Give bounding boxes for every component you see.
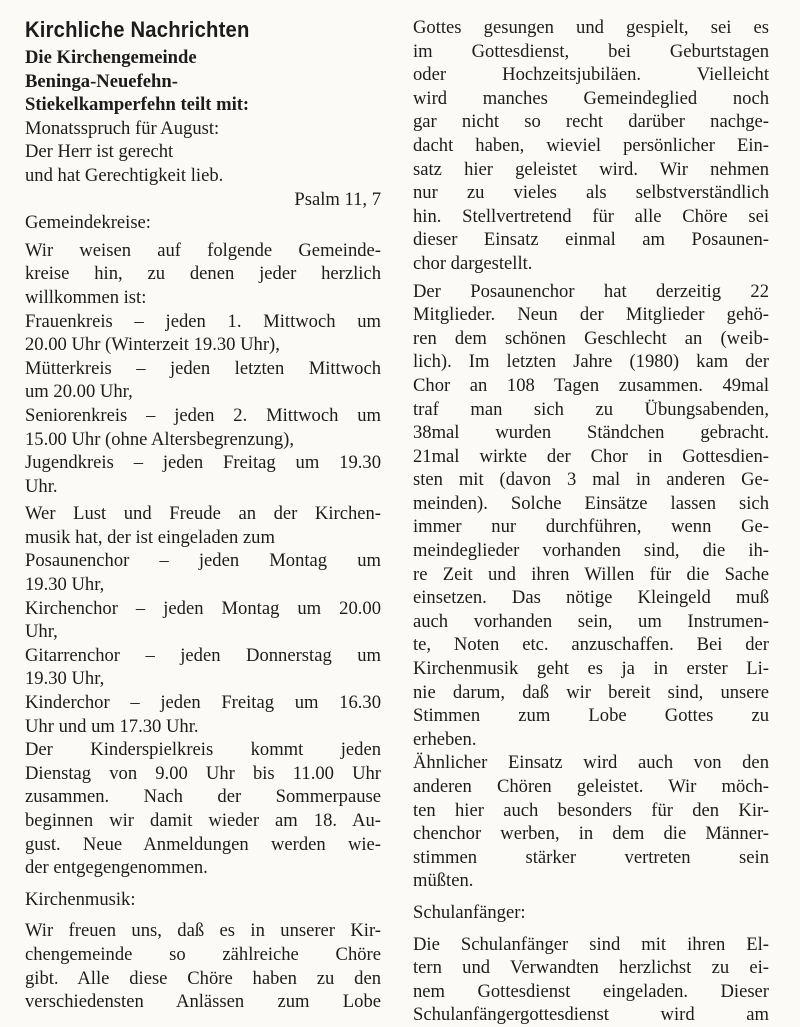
monatsspruch-line: und hat Gerechtigkeit lieb. <box>25 164 224 186</box>
paragraph-line: Gitarrenchor – jeden Donnerstag um <box>25 644 381 666</box>
paragraph-line: Ähnlicher Einsatz wird auch von den <box>413 752 769 774</box>
paragraph-line: Mitglieder. Neun der Mitglieder gehö- <box>413 304 769 326</box>
schulanfaenger-block <box>413 901 769 1027</box>
paragraph-line: Mütterkreis – jeden letzten Mittwoch <box>25 357 381 379</box>
section-title: Kirchliche Nachrichten <box>25 17 250 42</box>
paragraph-line: Gottes gesungen und gespielt, sei es <box>413 17 769 38</box>
gemeindekreise-heading: Gemeindekreise: <box>25 212 151 234</box>
paragraph-line: erheben. <box>413 728 477 750</box>
paragraph-line: gust. Neue Anmeldungen werden wie- <box>25 833 381 855</box>
kirchenmusik-block <box>25 888 381 1014</box>
paragraph-line: Wer Lust und Freude an der Kirchen- <box>25 503 381 525</box>
kinderspielkreis-block <box>25 738 381 880</box>
paragraph-line: Schulanfängergottesdienst wird am <box>413 1004 769 1026</box>
paragraph-line: gibt. Alle diese Chöre haben zu den <box>25 967 381 989</box>
kirchenmusik-invite-block <box>25 502 381 738</box>
paragraph-line: chengemeinde so zählreiche Chöre <box>25 943 381 965</box>
subtitle-line: Beninga-Neuefehn- <box>25 70 178 92</box>
paragraph-line: um 20.00 Uhr, <box>25 381 133 403</box>
paragraph-line: Die Schulanfänger sind mit ihren El- <box>413 933 769 955</box>
paragraph-line: willkommen ist: <box>25 286 147 308</box>
paragraph-line: zusammen. Nach der Sommerpause <box>25 786 381 808</box>
paragraph-line: Wir weisen auf folgende Gemeinde- <box>25 239 381 261</box>
paragraph-line: oder Hochzeitsjubiläen. Vielleicht <box>413 64 769 86</box>
paragraph-line: Kirchenmusik geht es ja in erster Li- <box>413 658 769 680</box>
paragraph-line: nem Gottesdienst eingeladen. Dieser <box>413 980 769 1002</box>
paragraph-line: stimmen stärker vertreten sein <box>413 846 769 868</box>
paragraph-line: 19.30 Uhr, <box>25 574 105 596</box>
subtitle-block <box>25 46 381 117</box>
paragraph-line: Kirchenchor – jeden Montag um 20.00 <box>25 597 381 619</box>
paragraph-line: kreise hin, zu denen jeder herzlich <box>25 263 381 285</box>
paragraph-line: einsetzen. Das nötige Kleingeld muß <box>413 587 769 609</box>
paragraph-line: Der Kinderspielkreis kommt jeden <box>25 739 381 761</box>
paragraph-line: meindeglieder vorhanden sind, die ih- <box>413 540 769 562</box>
paragraph-line: ten hier auch besonders für den Kir- <box>413 799 769 821</box>
paragraph-line: ren dem schönen Geschlecht an (weib- <box>413 327 769 349</box>
paragraph-line: traf man sich zu Übungsabenden, <box>413 398 769 420</box>
paragraph-line: 15.00 Uhr (ohne Altersbegrenzung), <box>25 428 295 450</box>
paragraph-line: dacht haben, wieviel persönlicher Ein- <box>413 134 769 156</box>
posaunenchor-paragraph <box>413 280 769 752</box>
right-column <box>413 16 769 1027</box>
paragraph-line: wird manches Gemeindeglied noch <box>413 87 769 109</box>
chor-paragraph-1 <box>413 16 769 276</box>
paragraph-line: chor dargestellt. <box>413 252 533 274</box>
subtitle-line: Die Kirchengemeinde <box>25 47 197 68</box>
left-column <box>25 16 381 1014</box>
paragraph-line: hin. Stellvertretend für alle Chöre sei <box>413 205 769 227</box>
paragraph-line: Wir freuen uns, daß es in unserer Kir- <box>25 920 381 942</box>
kirchenmusik-heading: Kirchenmusik: <box>25 888 136 910</box>
paragraph-line: re Zeit und ihren Willen für die Sache <box>413 563 769 585</box>
psalm-reference: Psalm 11, 7 <box>294 188 381 210</box>
paragraph-line: immer nur durchführen, wenn Ge- <box>413 516 769 538</box>
paragraph-line: lich). Im letzten Jahre (1980) kam der <box>413 351 769 373</box>
paragraph-line: Stimmen zum Lobe Gottes zu <box>413 705 769 727</box>
paragraph-line: 38mal wurden Ständchen gebracht. <box>413 422 769 444</box>
paragraph-line: Kinderchor – jeden Freitag um 16.30 <box>25 692 381 714</box>
paragraph-line: anderen Chören geleistet. Wir möch- <box>413 776 769 797</box>
paragraph-line: beginnen wir damit wieder am 18. Au- <box>25 810 381 831</box>
paragraph-line: Dienstag von 9.00 Uhr bis 11.00 Uhr <box>25 762 381 784</box>
paragraph-line: der entgegengenommen. <box>25 857 208 879</box>
paragraph-line: Uhr und um 17.30 Uhr. <box>25 715 199 737</box>
monatsspruch-line: Monatsspruch für August: <box>25 117 220 139</box>
paragraph-line: Posaunenchor – jeden Montag um <box>25 550 381 572</box>
paragraph-line: gar nicht so recht darüber nachge- <box>413 111 769 133</box>
paragraph-line: dieser Einsatz einmal am Posaunen- <box>413 229 769 251</box>
paragraph-line: nur zu vieles als selbstverständlich <box>413 182 769 204</box>
paragraph-line: musik hat, der ist eingeladen zum <box>25 526 275 548</box>
paragraph-line: im Gottesdienst, bei Geburtstagen <box>413 40 769 62</box>
gemeindekreise-block <box>25 211 381 498</box>
paragraph-line: Chor an 108 Tagen zusammen. 49mal <box>413 374 769 396</box>
paragraph-line: meinden). Solche Einsätze lassen sich <box>413 492 769 514</box>
paragraph-line: 20.00 Uhr (Winterzeit 19.30 Uhr), <box>25 334 280 356</box>
subtitle-line: Stiekelkamperfehn teilt mit: <box>25 94 250 116</box>
paragraph-line: Seniorenkreis – jeden 2. Mittwoch um <box>25 404 381 426</box>
paragraph-line: müßten. <box>413 870 474 892</box>
schulanfaenger-heading: Schulanfänger: <box>413 901 526 923</box>
monatsspruch-block <box>25 117 381 211</box>
paragraph-line: satz hier geleistet wird. Wir nehmen <box>413 158 769 180</box>
paragraph-line: Der Posaunenchor hat derzeitig 22 <box>413 280 769 302</box>
paragraph-line: nie darum, daß wir bereit sind, unsere <box>413 681 769 703</box>
paragraph-line: verschiedensten Anlässen zum Lobe <box>25 991 381 1013</box>
paragraph-line: 21mal wirkte der Chor in Gottesdien- <box>413 445 769 467</box>
paragraph-line: 19.30 Uhr, <box>25 668 105 690</box>
paragraph-line: Frauenkreis – jeden 1. Mittwoch um <box>25 310 381 332</box>
paragraph-line: te, Noten etc. anzuschaffen. Bei der <box>413 634 769 656</box>
paragraph-line: auch vorhanden sein, um Instrumen- <box>413 610 769 632</box>
chor-paragraph-3 <box>413 751 769 893</box>
paragraph-line: sten mit (davon 3 mal in anderen Ge- <box>413 469 769 491</box>
paragraph-line: Jugendkreis – jeden Freitag um 19.30 <box>25 452 381 474</box>
monatsspruch-line: Der Herr ist gerecht <box>25 141 174 163</box>
paragraph-line: chenchor werben, in dem die Männer- <box>413 823 769 845</box>
paragraph-line: Uhr, <box>25 621 58 643</box>
paragraph-line: Uhr. <box>25 475 58 497</box>
paragraph-line: tern und Verwandten herzlichst zu ei- <box>413 957 769 979</box>
